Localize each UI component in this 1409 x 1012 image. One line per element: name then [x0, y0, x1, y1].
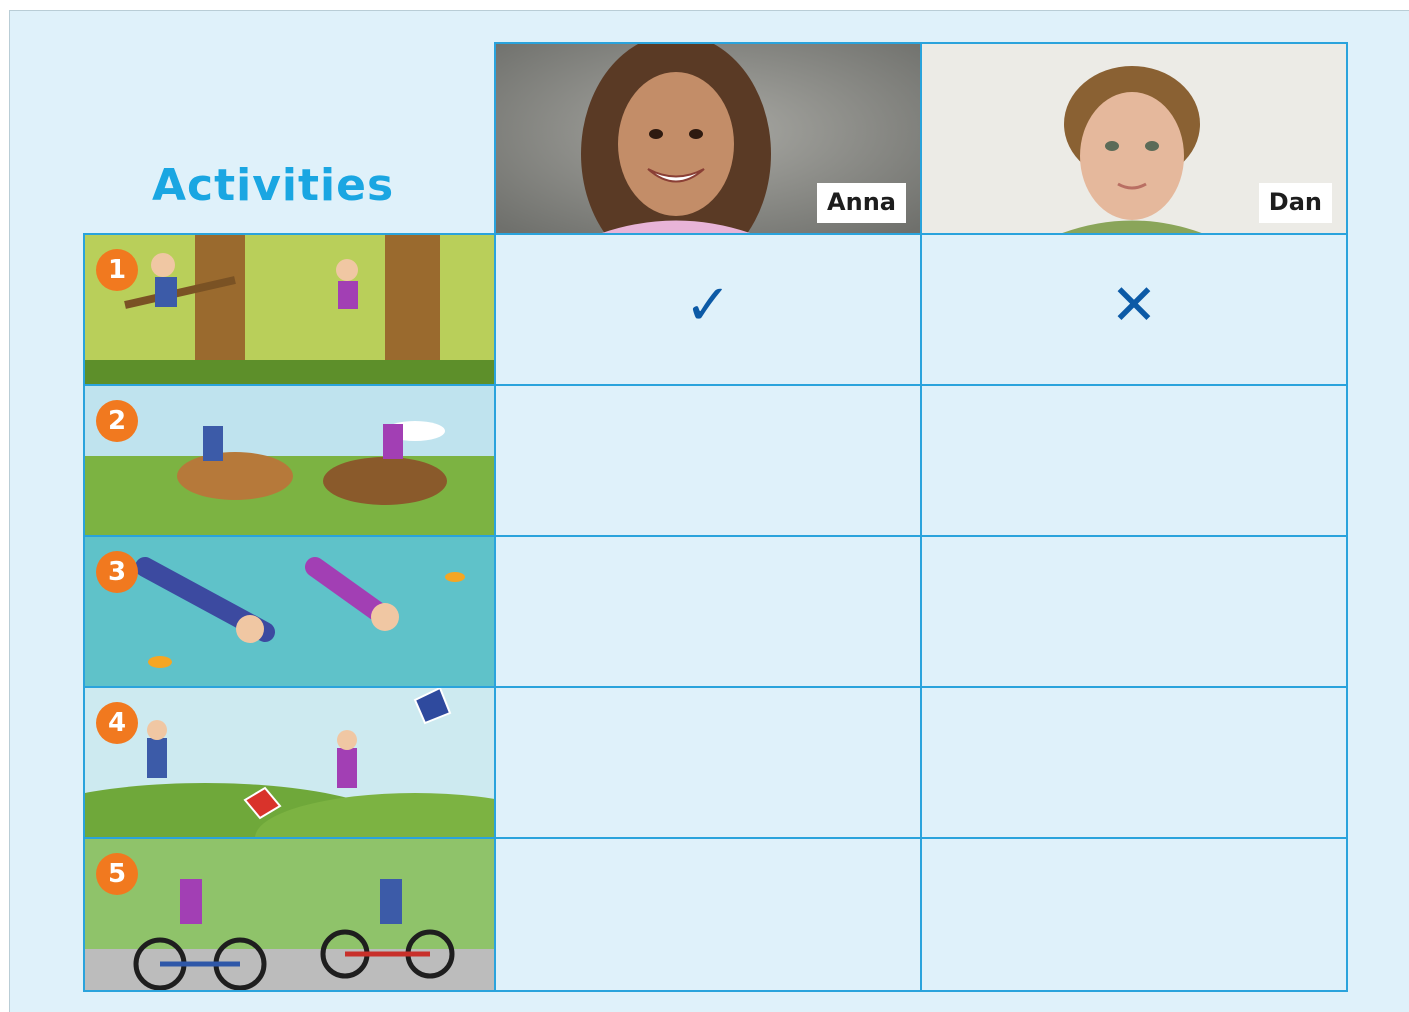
cell-anna-activity-4[interactable] [494, 686, 922, 839]
cell-dan-activity-1[interactable] [920, 233, 1348, 386]
activity-number-badge-1: 1 [96, 249, 138, 291]
horse-riding-illustration [85, 386, 496, 537]
name-tag-dan: Dan [1259, 183, 1332, 223]
name-tag-anna: Anna [817, 183, 906, 223]
cell-anna-activity-2[interactable] [494, 384, 922, 537]
activity-picture-4 [83, 686, 496, 839]
snorkelling-illustration [85, 537, 496, 688]
cell-dan-activity-4[interactable] [920, 686, 1348, 839]
kite-flying-illustration [85, 688, 496, 839]
cross-mark-icon: ✕ [1110, 273, 1158, 338]
activity-picture-2 [83, 384, 496, 537]
activity-picture-5 [83, 837, 496, 992]
cycling-illustration [85, 839, 496, 992]
cell-dan-activity-3[interactable] [920, 535, 1348, 688]
check-mark-icon: ✓ [684, 273, 732, 338]
activity-number-badge-3: 3 [96, 551, 138, 593]
activity-picture-3 [83, 535, 496, 688]
photo-dan [920, 42, 1348, 235]
cell-anna-activity-1[interactable] [494, 233, 922, 386]
cell-dan-activity-2[interactable] [920, 384, 1348, 537]
photo-anna [494, 42, 922, 235]
activity-number-badge-4: 4 [96, 702, 138, 744]
activity-number-badge-2: 2 [96, 400, 138, 442]
cell-dan-activity-5[interactable] [920, 837, 1348, 992]
climbing-trees-illustration [85, 235, 496, 386]
activity-picture-1 [83, 233, 496, 386]
cell-anna-activity-5[interactable] [494, 837, 922, 992]
cell-anna-activity-3[interactable] [494, 535, 922, 688]
activity-number-badge-5: 5 [96, 853, 138, 895]
activities-heading: Activities [152, 160, 395, 211]
